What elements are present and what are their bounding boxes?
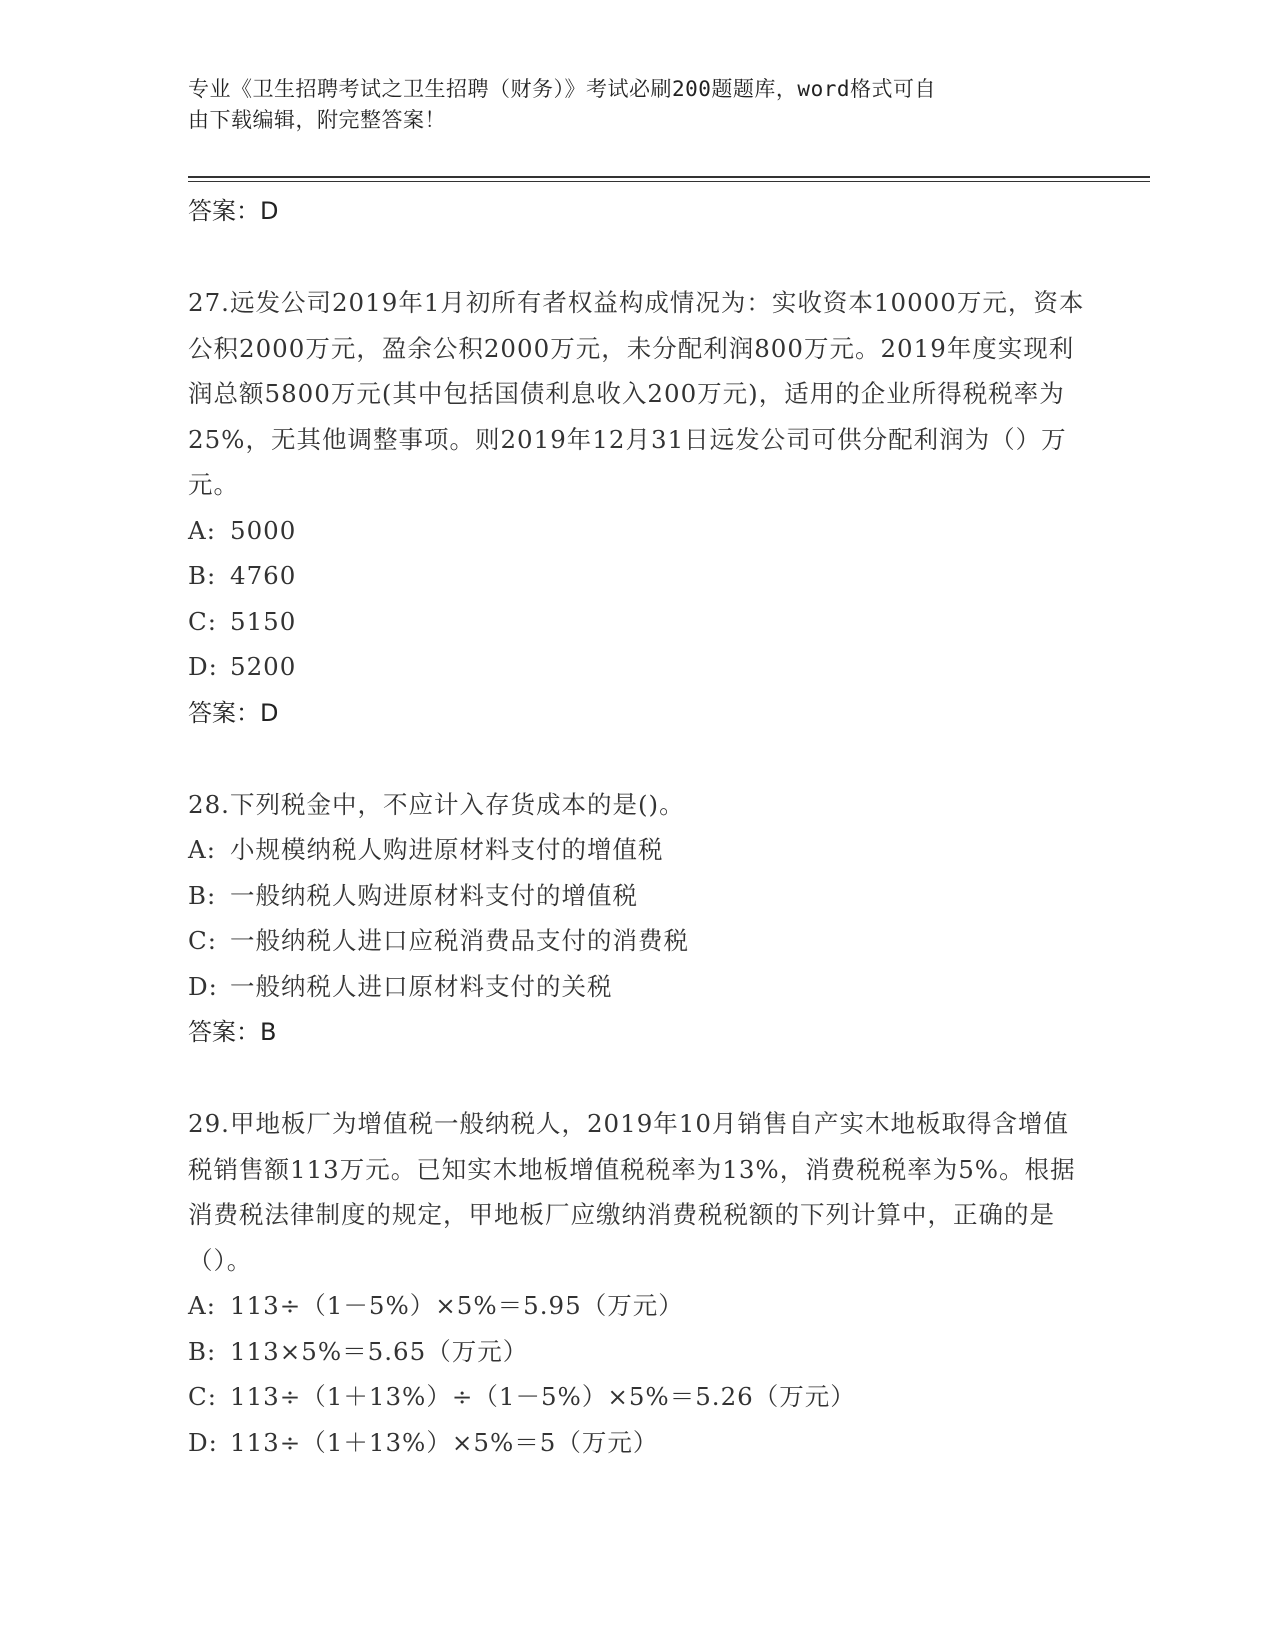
option-label: C:	[188, 926, 218, 955]
question-28-option-c	[188, 918, 1088, 964]
option-label: C:	[188, 1382, 218, 1411]
page-header	[188, 74, 1068, 136]
option-label: A:	[188, 1291, 216, 1320]
option-label: D:	[188, 652, 218, 681]
spacer	[188, 736, 1088, 782]
option-text: 一般纳税人进口原材料支付的关税	[230, 971, 613, 1001]
question-27	[188, 280, 1088, 736]
question-27-text: 27.远发公司2019年1月初所有者权益构成情况为：实收资本10000万元，资本公积2000万元，盈余公积2000万元，未分配利润800万元。2019年度实现利润总额5800万元(其中包括国债利息收入200万元)，适用的企业所得税税率为25%，无其他调整事项。则2019年12月31日远发公司可供分配利润为（）万元。	[188, 288, 1085, 499]
previous-answer: 答案：D	[188, 197, 279, 225]
question-27-option-a	[188, 508, 1088, 554]
question-27-option-c	[188, 599, 1088, 645]
question-29	[188, 1101, 1088, 1465]
option-text: 113÷（1＋13%）×5%＝5（万元）	[230, 1427, 659, 1457]
spacer	[188, 1055, 1088, 1101]
header-rule-thin	[188, 181, 1150, 182]
option-text: 小规模纳税人购进原材料支付的增值税	[230, 835, 664, 864]
option-text: 113÷（1＋13%）÷（1－5%）×5%＝5.26（万元）	[230, 1382, 856, 1411]
option-label: C:	[188, 606, 218, 636]
question-29-option-c	[188, 1374, 1088, 1420]
question-29-option-d	[188, 1420, 1088, 1466]
option-label: D:	[188, 971, 218, 1001]
question-28-answer: 答案：B	[188, 1018, 277, 1046]
option-text: 一般纳税人进口应税消费品支付的消费税	[230, 926, 689, 955]
option-text: 一般纳税人购进原材料支付的增值税	[230, 880, 638, 910]
question-28-option-b	[188, 873, 1088, 919]
option-label: B:	[188, 880, 217, 910]
option-text: 113×5%＝5.65（万元）	[230, 1336, 529, 1366]
question-29-text: 29.甲地板厂为增值税一般纳税人，2019年10月销售自产实木地板取得含增值税销售额113万元。已知实木地板增值税税率为13%，消费税税率为5%。根据消费税法律制度的规定，甲地板厂应缴纳消费税税额的下列计算中，正确的是（）。	[188, 1109, 1076, 1275]
question-28	[188, 782, 1088, 1056]
header-rule-thick	[188, 176, 1150, 178]
option-text: 5150	[230, 606, 297, 636]
option-label: B:	[188, 561, 217, 590]
option-label: D:	[188, 1427, 218, 1457]
question-29-option-a	[188, 1283, 1088, 1329]
question-29-option-b	[188, 1329, 1088, 1375]
question-27-option-d	[188, 644, 1088, 690]
option-label: A:	[188, 515, 216, 545]
header-line-2: 由下载编辑，附完整答案！	[188, 108, 446, 132]
question-27-option-b	[188, 553, 1088, 599]
spacer	[188, 234, 1088, 280]
option-label: A:	[188, 835, 216, 864]
option-text: 4760	[230, 561, 297, 590]
option-label: B:	[188, 1336, 217, 1366]
option-text: 113÷（1－5%）×5%＝5.95（万元）	[230, 1291, 684, 1320]
question-27-answer: 答案：D	[188, 698, 279, 727]
header-line-1: 专业《卫生招聘考试之卫生招聘（财务）》考试必刷200题题库，word格式可自	[188, 77, 936, 101]
question-28-option-d	[188, 964, 1088, 1010]
option-text: 5200	[230, 652, 297, 681]
question-28-text: 28.下列税金中，不应计入存货成本的是()。	[188, 789, 685, 819]
option-text: 5000	[230, 515, 297, 545]
document-body	[188, 188, 1088, 1465]
question-28-option-a	[188, 827, 1088, 873]
